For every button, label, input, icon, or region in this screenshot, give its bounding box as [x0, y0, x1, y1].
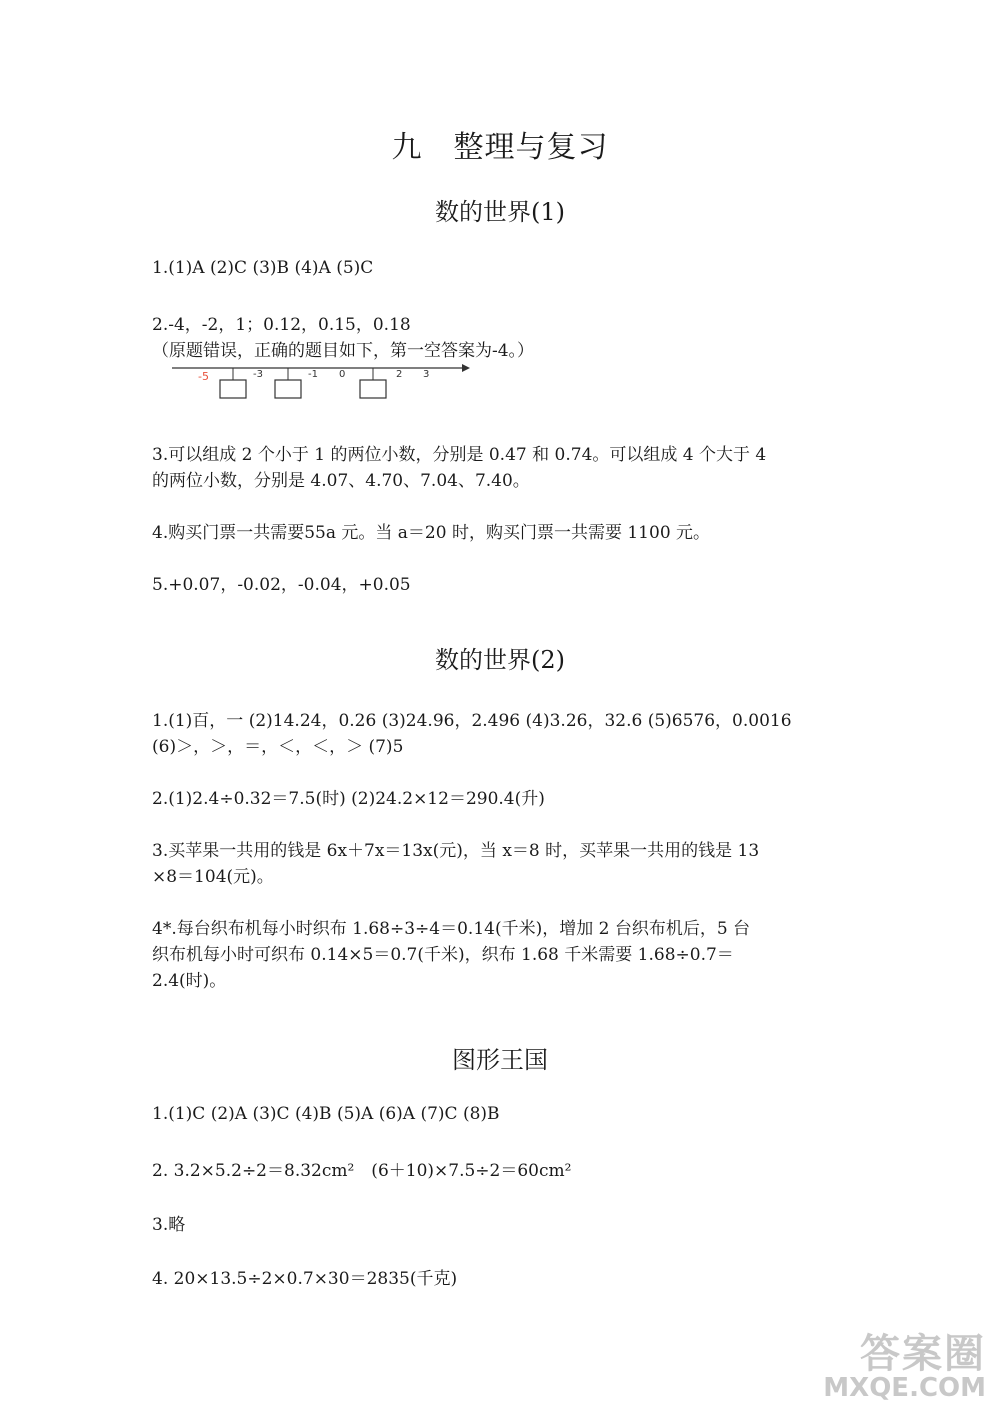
- tick-label: 3: [423, 369, 430, 380]
- tick-label: -3: [253, 369, 263, 380]
- tick-label: -5: [198, 370, 209, 383]
- answer-line: 5.+0.07，-0.02，-0.04，+0.05: [152, 575, 411, 595]
- blank-box: [360, 380, 386, 398]
- blank-box: [275, 380, 301, 398]
- answer-line: 2.4(时)。: [152, 971, 227, 991]
- answer-line: 2.-4，-2，1；0.12，0.15，0.18: [152, 315, 411, 335]
- answer-line: 1.(1)C (2)A (3)C (4)B (5)A (6)A (7)C (8)B: [152, 1104, 500, 1124]
- answer-line: (6)＞，＞，＝，＜，＜，＞ (7)5: [152, 737, 404, 757]
- number-line-figure: [168, 362, 473, 404]
- number-line-arrow: [462, 364, 470, 372]
- answer-line: 4*.每台织布机每小时织布 1.68÷3÷4＝0.14(千米)，增加 2 台织布机后，5 台: [152, 919, 751, 939]
- answer-line: 2. 3.2×5.2÷2＝8.32cm² (6＋10)×7.5÷2＝60cm²: [152, 1161, 572, 1181]
- answer-line: 的两位小数，分别是 4.07、4.70、7.04、7.40。: [152, 471, 530, 491]
- blank-box: [220, 380, 246, 398]
- answer-line: 4.购买门票一共需要55a 元。当 a＝20 时，购买门票一共需要 1100 元。: [152, 523, 711, 543]
- answer-line: 1.(1)百，一 (2)14.24，0.26 (3)24.96，2.496 (4)3.26，32.6 (5)6576，0.0016: [152, 711, 792, 731]
- answer-line: 2.(1)2.4÷0.32＝7.5(时) (2)24.2×12＝290.4(升): [152, 789, 545, 809]
- answer-line: 1.(1)A (2)C (3)B (4)A (5)C: [152, 258, 374, 278]
- answer-note: （原题错误，正确的题目如下，第一空答案为-4。）: [152, 341, 535, 361]
- section-heading-1: 数的世界(1): [435, 198, 565, 226]
- answer-line: 3.略: [152, 1215, 186, 1235]
- watermark-logo-text: 答案圈: [860, 1331, 986, 1377]
- watermark: [823, 1322, 986, 1403]
- answer-line: 4. 20×13.5÷2×0.7×30＝2835(千克): [152, 1269, 458, 1289]
- section-heading-2: 数的世界(2): [435, 646, 565, 674]
- tick-label: -1: [308, 369, 318, 380]
- watermark-url: MXQE.COM: [823, 1373, 986, 1403]
- page-title: 九 整理与复习: [391, 130, 609, 165]
- answer-line: 3.可以组成 2 个小于 1 的两位小数，分别是 0.47 和 0.74。可以组成 4 个大于 4: [152, 445, 767, 465]
- answer-line: 织布机每小时可织布 0.14×5＝0.7(千米)，织布 1.68 千米需要 1.68÷0.7＝: [152, 945, 734, 965]
- answer-line: 3.买苹果一共用的钱是 6x＋7x＝13x(元)，当 x＝8 时，买苹果一共用的钱是 13: [152, 841, 760, 861]
- section-heading-3: 图形王国: [452, 1046, 548, 1074]
- tick-label: 2: [396, 369, 403, 380]
- tick-label: 0: [339, 369, 346, 380]
- answer-line: ×8＝104(元)。: [152, 867, 274, 887]
